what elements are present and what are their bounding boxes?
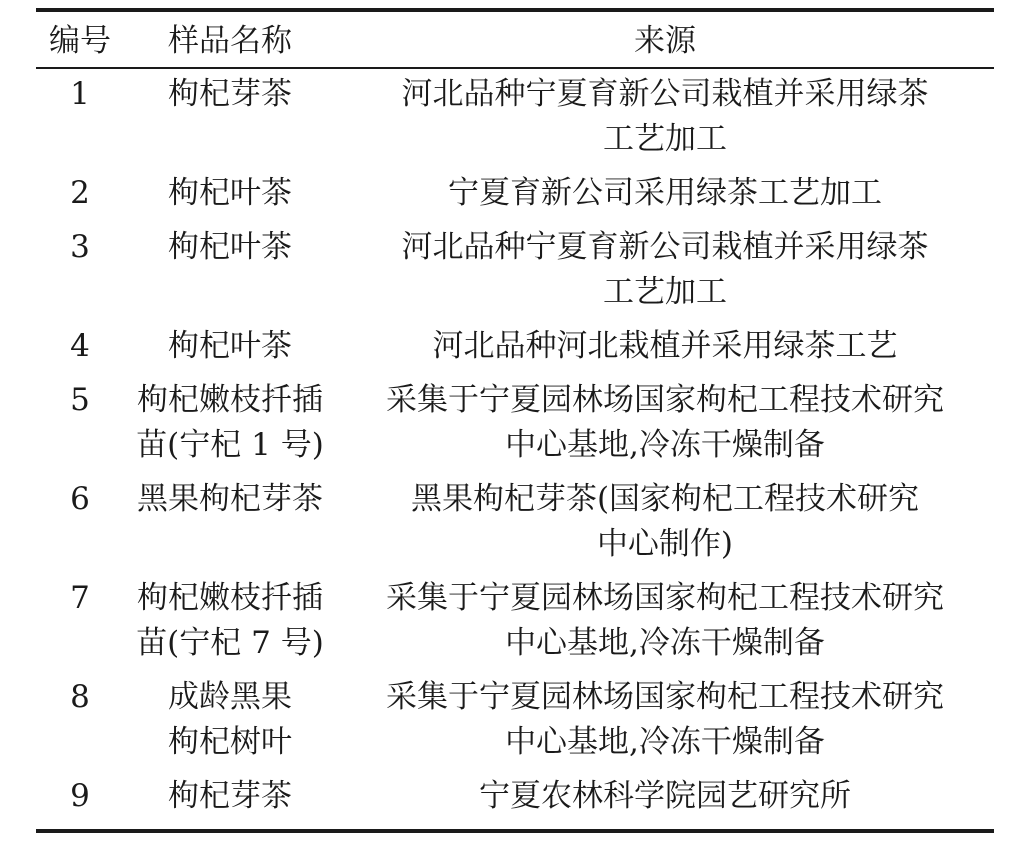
row-source [336,168,994,222]
sample-name-line: 苗(宁杞 1 号) [136,427,324,463]
row-id: 4 [70,328,90,364]
sample-name-line: 成龄黑果 [168,679,292,715]
table-header [36,10,994,68]
source-line: 黑果枸杞芽茶(国家枸杞工程技术研究 [410,481,920,517]
source-line: 宁夏育新公司采用绿茶工艺加工 [448,175,882,211]
table-row [36,375,994,474]
table-row [36,771,994,831]
source-line: 河北品种宁夏育新公司栽植并采用绿茶 [401,229,929,265]
sample-name-line: 苗(宁杞 7 号) [136,625,324,661]
row-id: 3 [70,229,90,265]
source-line: 工艺加工 [603,121,727,157]
header-source: 来源 [634,23,696,59]
row-source [336,375,994,474]
header-row [36,10,994,68]
row-sample-name [124,168,336,222]
table-row [36,573,994,672]
header-id: 编号 [49,23,111,59]
source-line: 河北品种河北栽植并采用绿茶工艺 [432,328,898,364]
row-source [336,68,994,168]
row-source [336,222,994,321]
row-source [336,573,994,672]
row-source [336,771,994,831]
table-row [36,321,994,375]
row-id: 2 [70,175,90,211]
source-line: 中心基地,冷冻干燥制备 [505,427,825,463]
source-line: 中心制作) [596,526,734,562]
sample-name-line: 黑果枸杞芽茶 [137,481,323,517]
row-id: 1 [70,76,90,112]
table-row [36,672,994,771]
sample-table [36,8,994,833]
source-line: 工艺加工 [603,274,727,310]
row-sample-name [124,474,336,573]
source-line: 宁夏农林科学院园艺研究所 [479,778,851,814]
table-body [36,68,994,831]
row-sample-name [124,375,336,474]
source-line: 中心基地,冷冻干燥制备 [505,625,825,661]
row-id: 9 [70,778,90,814]
sample-name-line: 枸杞嫩枝扦插 [137,382,323,418]
sample-name-line: 枸杞嫩枝扦插 [137,580,323,616]
source-line: 中心基地,冷冻干燥制备 [505,724,825,760]
table-row [36,168,994,222]
row-sample-name [124,771,336,831]
row-sample-name [124,573,336,672]
row-source [336,321,994,375]
table-row [36,68,994,168]
row-sample-name [124,672,336,771]
sample-name-line: 枸杞叶茶 [168,175,292,211]
row-source [336,474,994,573]
source-line: 采集于宁夏园林场国家枸杞工程技术研究 [386,679,944,715]
sample-name-line: 枸杞叶茶 [168,229,292,265]
row-id: 6 [70,481,90,517]
header-name: 样品名称 [168,23,292,59]
source-line: 采集于宁夏园林场国家枸杞工程技术研究 [386,580,944,616]
sample-name-line: 枸杞芽茶 [168,76,292,112]
sample-name-line: 枸杞叶茶 [168,328,292,364]
sample-name-line: 枸杞树叶 [168,724,292,760]
source-line: 河北品种宁夏育新公司栽植并采用绿茶 [401,76,929,112]
row-sample-name [124,321,336,375]
source-line: 采集于宁夏园林场国家枸杞工程技术研究 [386,382,944,418]
row-sample-name [124,222,336,321]
row-id: 8 [70,679,90,715]
row-id: 5 [70,382,90,418]
row-source [336,672,994,771]
table-row [36,222,994,321]
row-sample-name [124,68,336,168]
table-row [36,474,994,573]
row-id: 7 [70,580,90,616]
sample-name-line: 枸杞芽茶 [168,778,292,814]
